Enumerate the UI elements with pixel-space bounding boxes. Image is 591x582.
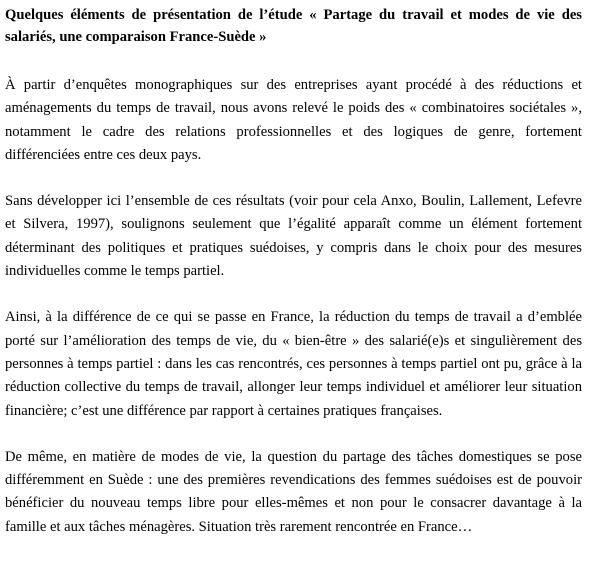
document-body — [5, 4, 582, 539]
document-title: Quelques éléments de présentation de l’étude « Partage du travail et modes de vie des salariés, une comparaison France-Suède » — [5, 7, 582, 45]
paragraph-1: À partir d’enquêtes monographiques sur des entreprises ayant procédé à des réductions et aménagements du temps de travail, nous avons relevé le poids des « combinatoires sociétales », notamment le cadre des relations professionnelles et des logiques de genre, fortement différenciées entre ces deux pays. — [5, 77, 582, 163]
paragraph-2: Sans développer ici l’ensemble de ces résultats (voir pour cela Anxo, Boulin, Lallement, Lefevre et Silvera, 1997), soulignons seulement que l’égalité apparaît comme un élément fortement déterminant des politiques et pratiques suédoises, y compris dans le choix pour des mesures individuelles comme le temps partiel. — [5, 193, 582, 280]
paragraph-3: Ainsi, à la différence de ce qui se passe en France, la réduction du temps de travail a d’emblée porté sur l’amélioration des temps de vie, du « bien-être » des salarié(e)s et singulièrement des personnes à temps partiel : dans les cas rencontrés, ces personnes à temps partiel ont pu, grâce à la réduction collective du temps de travail, allonger leur temps individuel et améliorer leur situation financière; c’est une différence par rapport à certaines pratiques françaises. — [5, 309, 582, 419]
paragraph-4: De même, en matière de modes de vie, la question du partage des tâches domestiques se pose différemment en Suède : une des premières revendications des femmes suédoises est de pouvoir bénéficier du nouveau temps libre pour elles-mêmes et non pour le consacrer davantage à la famille et aux tâches ménagères. Situation très rarement rencontrée en France… — [5, 448, 582, 535]
